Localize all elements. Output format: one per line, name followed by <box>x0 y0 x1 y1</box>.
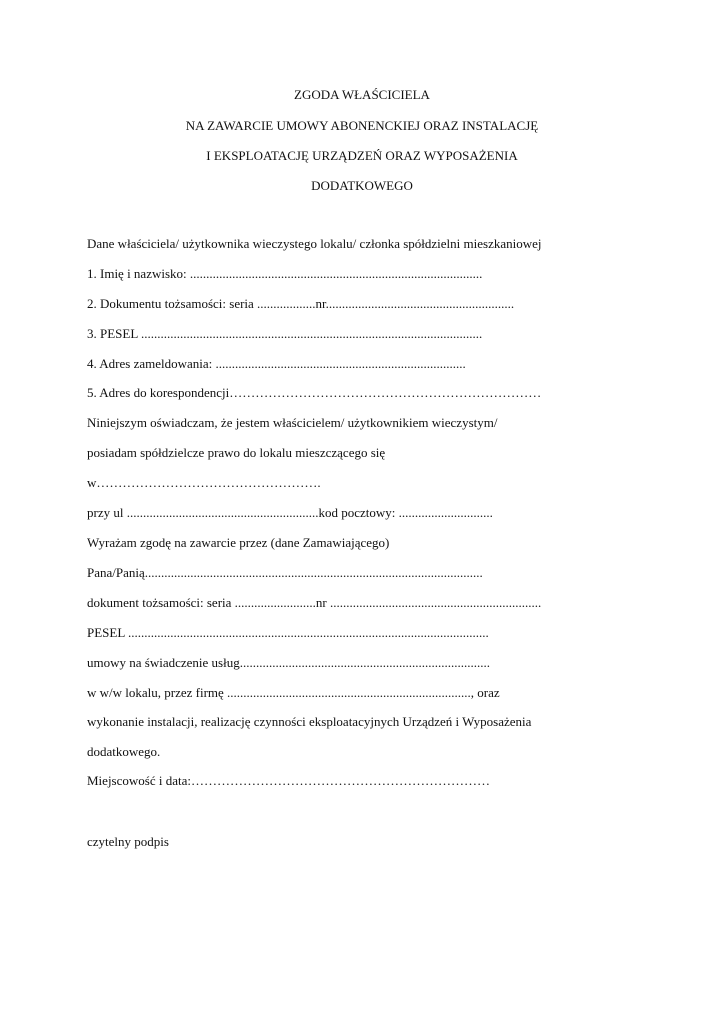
installation-statement-line-2: dodatkowego. <box>87 744 161 759</box>
field-name: 1. Imię i nazwisko: .......................................................................................... <box>87 266 483 281</box>
owner-data-heading: Dane właściciela/ użytkownika wieczystego lokalu/ członka spółdzielni mieszkaniowej <box>87 236 542 251</box>
consent-statement: Wyrażam zgodę na zawarcie przez (dane Zamawiającego) <box>87 535 390 550</box>
field-correspondence-address: 5. Adres do korespondencji……………………………………………………………… <box>87 385 542 400</box>
field-id-document: 2. Dokumentu tożsamości: seria ..................nr.......................................................... <box>87 296 515 311</box>
declaration-line-1: Niniejszym oświadczam, że jestem właścicielem/ użytkownikiem wieczystym/ <box>87 415 498 430</box>
signature-label: czytelny podpis <box>87 834 169 849</box>
field-company: w w/w lokalu, przez firmę ..........................................................................., oraz <box>87 685 500 700</box>
declaration-line-2: posiadam spółdzielcze prawo do lokalu mieszczącego się <box>87 445 386 460</box>
field-customer-id-document: dokument tożsamości: seria .........................nr ................................................................. <box>87 595 542 610</box>
installation-statement-line-1: wykonanie instalacji, realizację czynności eksploatacyjnych Urządzeń i Wyposażenia <box>87 714 532 729</box>
field-locality: w……………………………………………. <box>87 475 321 490</box>
field-street-postcode: przy ul ...........................................................kod pocztowy: ............................. <box>87 505 493 520</box>
field-service-agreement: umowy na świadczenie usług............................................................................. <box>87 655 490 670</box>
field-place-and-date: Miejscowość i data:…………………………………………………………… <box>87 773 490 788</box>
field-customer-pesel: PESEL ............................................................................................................... <box>87 625 489 640</box>
document-title-line-2: NA ZAWARCIE UMOWY ABONENCKIEJ ORAZ INSTALACJĘ <box>185 118 539 133</box>
field-registered-address: 4. Adres zameldowania: ............................................................................. <box>87 356 466 371</box>
document-title-line-1: ZGODA WŁAŚCICIELA <box>294 87 430 102</box>
field-pesel: 3. PESEL ......................................................................................................... <box>87 326 483 341</box>
document-title-line-3: I EKSPLOATACJĘ URZĄDZEŃ ORAZ WYPOSAŻENIA <box>206 148 518 163</box>
document-title-line-4: DODATKOWEGO <box>311 178 413 193</box>
field-customer-name: Pana/Panią........................................................................................................ <box>87 565 483 580</box>
